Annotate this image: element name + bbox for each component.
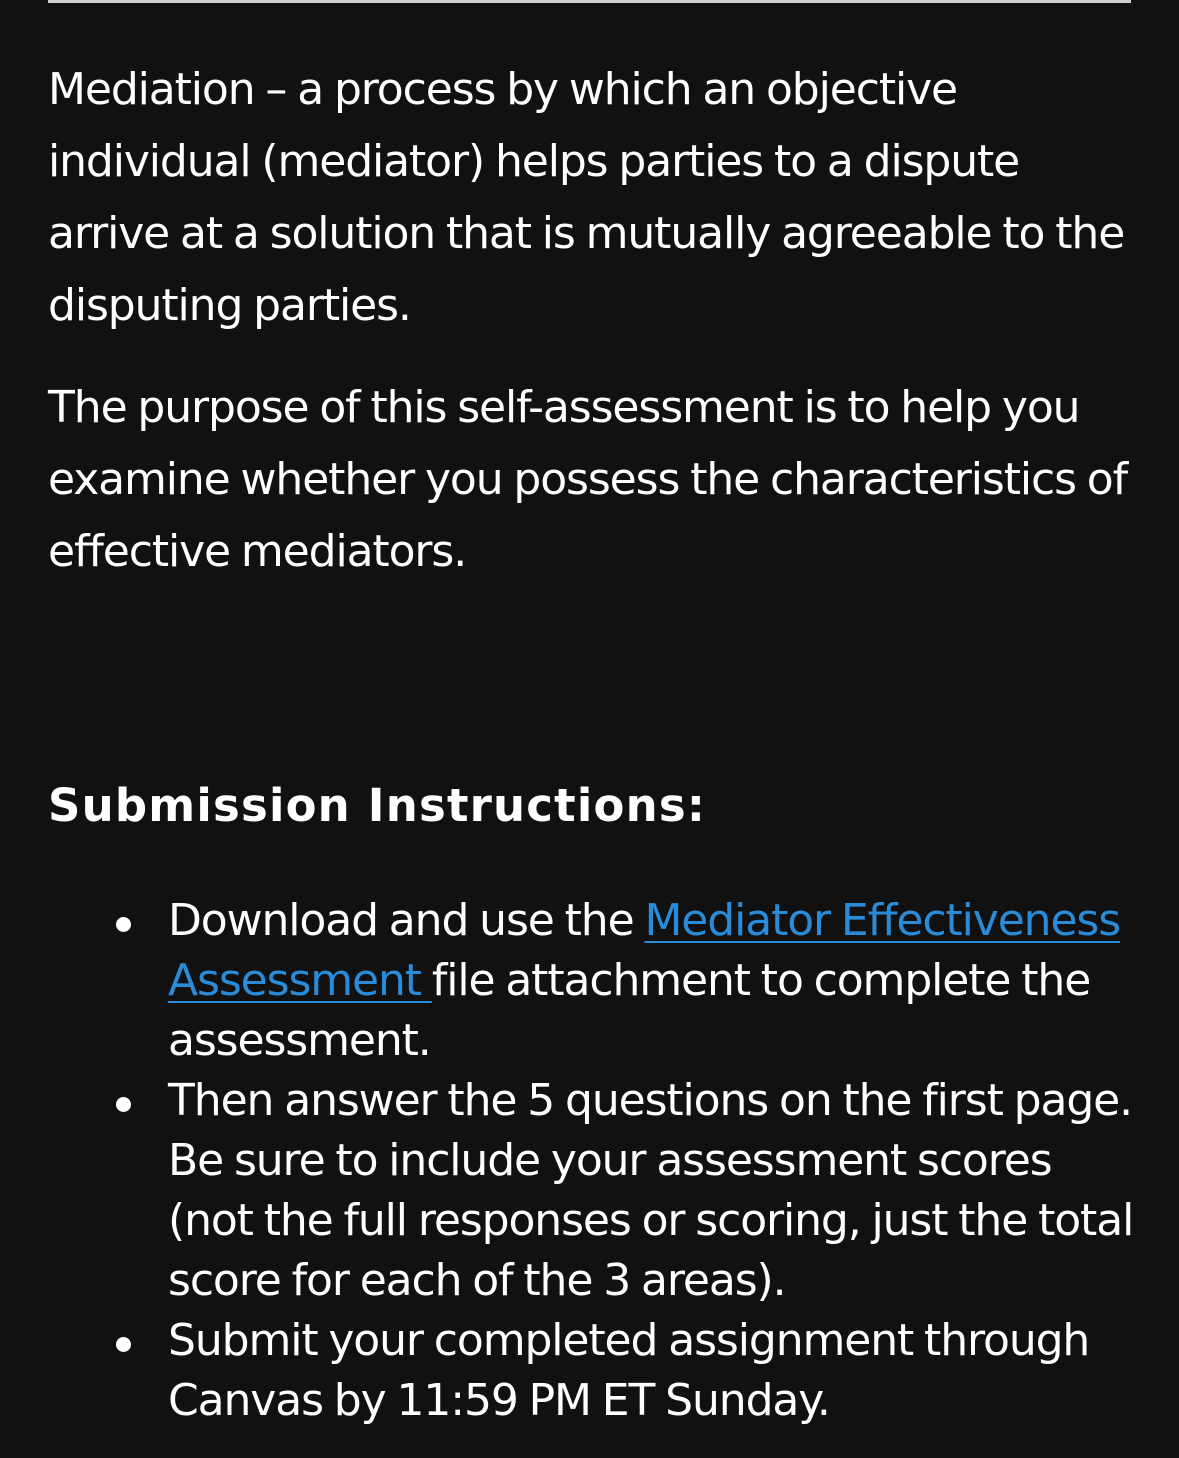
bullet-icon bbox=[116, 917, 131, 932]
mediator-assessment-link[interactable]: Mediator Effectiveness Assessment bbox=[168, 895, 1121, 1006]
mediation-definition: Mediation – a process by which an objective individual (mediator) helps parties to a dispute arrive at a solution that is mutually agreeable to the disputing parties. bbox=[48, 64, 1125, 331]
list-item bbox=[0, 1311, 1179, 1431]
submission-heading: Submission Instructions: bbox=[48, 779, 707, 832]
intro-section bbox=[48, 54, 1133, 588]
top-divider bbox=[48, 0, 1131, 3]
item-text: Then answer the 5 questions on the first page. Be sure to include your assessment scores (not the full responses or scoring, just the total score for each of the 3 areas). bbox=[168, 1075, 1134, 1306]
item-text-after-link: file attachment to complete the assessment. bbox=[168, 955, 1091, 1066]
assessment-purpose: The purpose of this self-assessment is to help you examine whether you possess the characteristics of effective mediators. bbox=[48, 382, 1128, 577]
bullet-icon bbox=[116, 1097, 131, 1112]
submission-list bbox=[0, 891, 1179, 1431]
item-text-before-link: Download and use the bbox=[168, 895, 645, 946]
item-text: Submit your completed assignment through Canvas by 11:59 PM ET Sunday. bbox=[168, 1315, 1090, 1426]
bullet-icon bbox=[116, 1337, 131, 1352]
list-item bbox=[0, 891, 1179, 1071]
list-item bbox=[0, 1071, 1179, 1311]
